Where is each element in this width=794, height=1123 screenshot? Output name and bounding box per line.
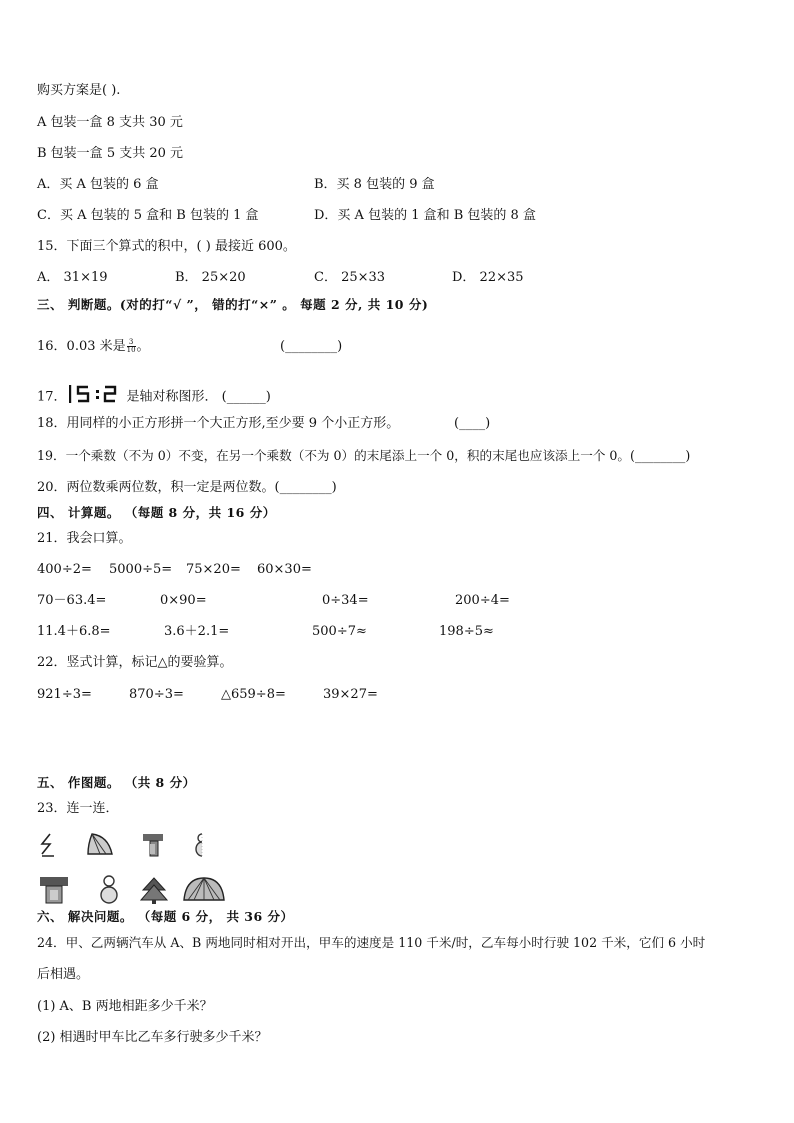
q14-package-a: A 包装一盒 8 支共 30 元 [37,115,183,130]
q21-r2-c3: 0÷34= [322,593,369,608]
q21-r3-c1: 11.4＋6.8= [37,624,111,639]
snowman-icon [98,873,120,905]
house-icon [38,873,70,905]
q21-r1-c1: 400÷2= [37,562,92,577]
q17-symbol-figure [68,384,126,410]
q22-item-3: △659÷8= [221,687,286,702]
q21-r3-c4: 198÷5≈ [439,624,494,639]
q21-r1-c2: 5000÷5= [109,562,173,577]
q24-sub-question-2: (2) 相遇时甲车比乙车多行驶多少千米？ [37,1030,268,1045]
q24-sub-question-1: (1) A、B 两地相距多少千米？ [37,999,213,1014]
q16-prefix: 16．0.03 米是 [37,339,126,354]
tree-icon [139,876,169,904]
q16-frac-numerator: 3 [127,339,136,347]
q15-option-d: D． 22×35 [452,270,524,285]
q15-option-b: B． 25×20 [175,270,246,285]
q16-frac-denominator: 10 [126,346,136,354]
q23-stem: 23．连一连． [37,801,119,816]
q21-r2-c4: 200÷4= [455,593,510,608]
q14-option-b: B．买 8 包装的 9 盒 [314,177,435,192]
half-snowman-icon [194,832,210,858]
q16-answer-blank: (________) [280,339,343,354]
q22-stem: 22．竖式计算，标记△的要验算。 [37,655,233,670]
section-5-title: 五、 作图题。 （共 8 分） [37,775,196,790]
q21-r2-c1: 70－63.4= [37,593,107,608]
q15-option-c: C． 25×33 [314,270,386,285]
q14-prompt: 购买方案是( ). [37,83,121,98]
half-umbrella-icon [86,832,114,858]
q16-fraction [127,339,136,354]
section-6-title: 六、 解决问题。 （每题 6 分， 共 36 分） [37,909,294,924]
q17-suffix: 是轴对称图形． (______) [126,389,271,405]
q15-stem: 15．下面三个算式的积中，( ) 最接近 600。 [37,239,296,254]
q22-item-4: 39×27= [323,687,378,702]
q21-r1-c3: 75×20= [186,562,241,577]
q24-stem-line-1: 24．甲、乙两辆汽车从 A、B 两地同时相对开出，甲车的速度是 110 千米/时，乙车每小时行驶 102 千米，它们 6 小时 [37,935,706,950]
q21-r2-c2: 0×90= [160,593,207,608]
q22-item-1: 921÷3= [37,687,92,702]
q14-option-c: C．买 A 包装的 5 盒和 B 包装的 1 盒 [37,208,259,223]
q16-suffix: 。 [136,339,150,354]
q16 [37,338,150,356]
q21-r3-c3: 500÷7≈ [312,624,367,639]
q14-package-b: B 包装一盒 5 支共 20 元 [37,146,184,161]
q17-prefix: 17． [37,389,67,405]
q14-option-d: D．买 A 包装的 1 盒和 B 包装的 8 盒 [314,208,536,223]
q17 [37,384,271,410]
q21-r3-c2: 3.6＋2.1= [164,624,230,639]
half-house-icon [141,832,165,858]
section-3-title: 三、 判断题。(对的打“√ ”， 错的打“×” 。 每题 2 分, 共 10 分) [37,297,429,312]
q15-option-a: A． 31×19 [37,270,108,285]
q18-answer-blank: (____) [454,416,491,431]
umbrella-icon [182,876,226,904]
section-4-title: 四、 计算题。 （每题 8 分，共 16 分） [37,505,276,520]
q18-text: 18．用同样的小正方形拼一个大正方形,至少要 9 个小正方形。 [37,416,400,431]
q22-item-2: 870÷3= [129,687,184,702]
q19-text: 19．一个乘数（不为 0）不变，在另一个乘数（不为 0）的末尾添上一个 0，积的末尾也应该添上一个 0。(________) [37,448,691,463]
q21-r1-c4: 60×30= [257,562,312,577]
q21-stem: 21．我会口算。 [37,531,132,546]
q14-option-a: A．买 A 包装的 6 盒 [37,177,159,192]
half-lightning-icon [38,832,58,858]
q20-text: 20．两位数乘两位数，积一定是两位数。(________) [37,480,337,495]
q24-stem-line-2: 后相遇。 [37,967,90,982]
